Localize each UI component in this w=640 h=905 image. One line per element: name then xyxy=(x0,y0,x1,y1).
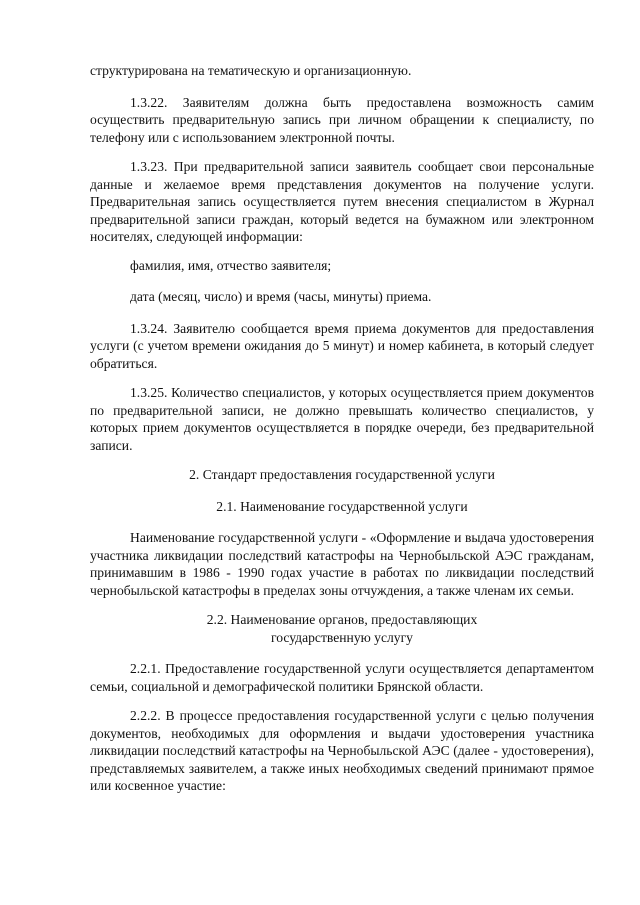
paragraph-1-3-25: 1.3.25. Количество специалистов, у которых осуществляется прием документов по предварительной записи, не должно превышать количество специалистов, у которых прием документов осуществляется в порядке очереди, без предварительной записи. xyxy=(90,385,594,453)
list-item-fio: фамилия, имя, отчество заявителя; xyxy=(130,257,332,273)
section-heading-2-2-line2: государственную услугу xyxy=(271,629,413,645)
paragraph-2-2-1: 2.2.1. Предоставление государственной услуги осуществляется департаментом семьи, социальной и демографической политики Брянской области. xyxy=(90,661,594,694)
paragraph-2-2-2: 2.2.2. В процессе предоставления государственной услуги с целью получения документов, необходимых для оформления и выдачи удостоверения участника ликвидации последствий катастрофы на Чернобыльской АЭС (далее - удостоверения), представляемых заявителем, а также иных необходимых сведений принимают прямое или косвенное участие: xyxy=(90,708,594,793)
section-heading-2-1: 2.1. Наименование государственной услуги xyxy=(216,498,468,514)
document-page xyxy=(90,62,594,807)
section-heading-2: 2. Стандарт предоставления государственной услуги xyxy=(189,467,495,482)
paragraph-continuation: структурирована на тематическую и организационную. xyxy=(90,63,412,78)
paragraph-1-3-23: 1.3.23. При предварительной записи заявитель сообщает свои персональные данные и желаемое время представления документов на получение услуги. Предварительная запись осуществляется путем внесения специалистом в Журнал предварительной записи граждан, который ведется на бумажном или электронном носителях, следующей информации: xyxy=(90,159,594,244)
section-heading-2-2-line1: 2.2. Наименование органов, предоставляющих xyxy=(206,612,478,627)
section-heading-2-2 xyxy=(90,611,594,646)
paragraph-2-1: Наименование государственной услуги - «Оформление и выдача удостоверения участника ликвидации последствий катастрофы на Чернобыльской АЭС гражданам, принимавшим в 1986 - 1990 годах участие в работах по ликвидации последствий чернобыльской катастрофы в пределах зоны отчуждения, а также членам их семьи. xyxy=(90,530,594,598)
paragraph-1-3-22: 1.3.22. Заявителям должна быть предоставлена возможность самим осуществить предварительную запись при личном обращении к специалисту, по телефону или с использованием электронной почты. xyxy=(90,94,594,145)
paragraph-1-3-24: 1.3.24. Заявителю сообщается время приема документов для предоставления услуги (с учетом времени ожидания до 5 минут) и номер кабинета, в который следует обратиться. xyxy=(90,320,594,371)
list-item-date-time: дата (месяц, число) и время (часы, минуты) приема. xyxy=(130,289,432,304)
